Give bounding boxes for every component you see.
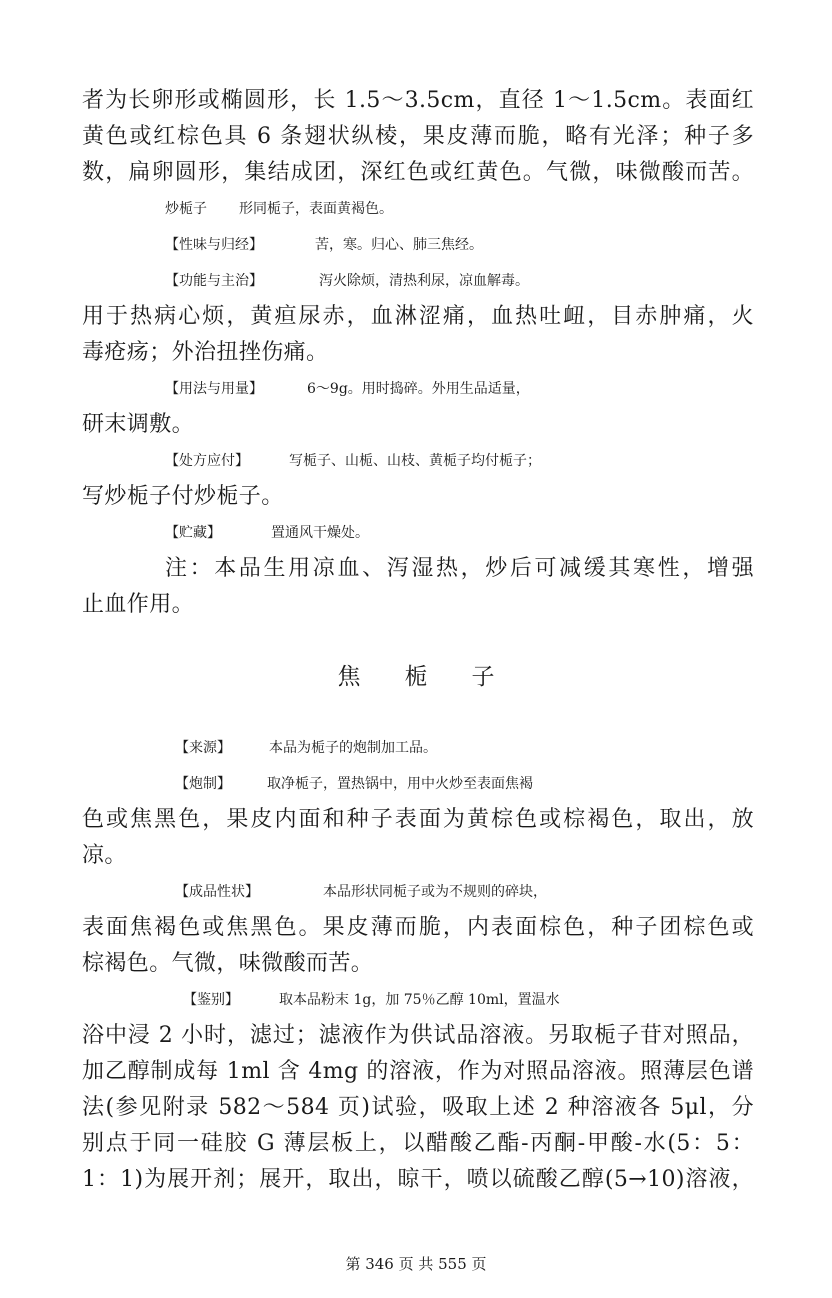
zhucang-text: 置通风干燥处。 bbox=[271, 525, 369, 541]
laiyuan-paragraph bbox=[175, 733, 832, 763]
body-line: 棕褐色。气微，味微酸而苦。 bbox=[82, 951, 374, 976]
body-line: 凉。 bbox=[82, 843, 127, 868]
jianbie-label: 【鉴别】 bbox=[183, 992, 239, 1008]
chengpin-label: 【成品性状】 bbox=[175, 884, 259, 900]
paozhi-paragraph bbox=[175, 769, 832, 799]
xingwei-label: 【性味与归经】 bbox=[165, 237, 263, 253]
yongfa-paragraph bbox=[165, 374, 832, 404]
chao-paragraph bbox=[165, 194, 832, 224]
note-line: 注：本品生用凉血、泻湿热，炒后可减缓其寒性，增强 bbox=[165, 556, 754, 581]
body-line: 数，扁卵圆形，集结成团，深红色或红黄色。气微，味微酸而苦。 bbox=[82, 160, 754, 185]
xingwei-paragraph bbox=[165, 230, 832, 260]
body-line: 加乙醇制成每 1ml 含 4mg 的溶液，作为对照品溶液。照薄层色谱 bbox=[82, 1059, 754, 1084]
page-footer: 第 346 页 共 555 页 bbox=[345, 1255, 487, 1273]
section-title-char: 栀 bbox=[404, 664, 428, 690]
body-line: 研末调敷。 bbox=[82, 412, 195, 437]
gongneng-paragraph bbox=[165, 266, 832, 296]
chengpin-text: 本品形状同栀子或为不规则的碎块， bbox=[323, 884, 547, 900]
yongfa-text: 6～9g。用时捣碎。外用生品适量， bbox=[307, 381, 530, 397]
section-title-char: 子 bbox=[471, 664, 495, 690]
zhucang-paragraph bbox=[165, 518, 832, 548]
chao-label: 炒栀子 bbox=[165, 201, 207, 217]
body-line: 黄色或红棕色具 6 条翅状纵棱，果皮薄而脆，略有光泽；种子多 bbox=[82, 124, 754, 149]
gongneng-label: 【功能与主治】 bbox=[165, 273, 263, 289]
zhucang-label: 【贮藏】 bbox=[165, 525, 221, 541]
laiyuan-text: 本品为栀子的炮制加工品。 bbox=[269, 740, 437, 756]
gongneng-text: 泻火除烦，清热利尿，凉血解毒。 bbox=[319, 273, 529, 289]
xingwei-text: 苦，寒。归心、肺三焦经。 bbox=[315, 237, 483, 253]
laiyuan-label: 【来源】 bbox=[175, 740, 231, 756]
chufang-paragraph bbox=[165, 446, 832, 476]
paozhi-label: 【炮制】 bbox=[175, 776, 231, 792]
chao-text: 形同栀子，表面黄褐色。 bbox=[239, 201, 393, 217]
body-line: 写炒栀子付炒栀子。 bbox=[82, 484, 284, 509]
jianbie-paragraph bbox=[183, 985, 832, 1015]
body-line: 毒疮疡；外治扭挫伤痛。 bbox=[82, 340, 329, 365]
paozhi-text: 取净栀子，置热锅中，用中火炒至表面焦褐 bbox=[267, 776, 533, 792]
section-title-char: 焦 bbox=[337, 664, 361, 690]
body-line: 者为长卵形或椭圆形，长 1.5～3.5cm，直径 1～1.5cm。表面红 bbox=[82, 88, 754, 113]
yongfa-label: 【用法与用量】 bbox=[165, 381, 263, 397]
body-line: 色或焦黑色，果皮内面和种子表面为黄棕色或棕褐色，取出，放 bbox=[82, 807, 754, 832]
body-line: 别点于同一硅胶 G 薄层板上，以醋酸乙酯-丙酮-甲酸-水(5：5： bbox=[82, 1131, 754, 1156]
body-line: 表面焦褐色或焦黑色。果皮薄而脆，内表面棕色，种子团棕色或 bbox=[82, 915, 754, 940]
body-line: 止血作用。 bbox=[82, 592, 195, 617]
chufang-label: 【处方应付】 bbox=[165, 453, 249, 469]
jianbie-text: 取本品粉末 1g，加 75％乙醇 10ml，置温水 bbox=[279, 992, 560, 1008]
body-line: 法(参见附录 582～584 页)试验，吸取上述 2 种溶液各 5μl，分 bbox=[82, 1095, 754, 1120]
body-line: 用于热病心烦，黄疸尿赤，血淋涩痛，血热吐衄，目赤肿痛，火 bbox=[82, 304, 754, 329]
body-line: 1：1)为展开剂；展开，取出，晾干，喷以硫酸乙醇(5→10)溶液， bbox=[82, 1167, 754, 1192]
body-line: 浴中浸 2 小时，滤过；滤液作为供试品溶液。另取栀子苷对照品， bbox=[82, 1023, 754, 1048]
chengpin-paragraph bbox=[175, 877, 832, 907]
chufang-text: 写栀子、山栀、山枝、黄栀子均付栀子； bbox=[289, 453, 541, 469]
section-title bbox=[0, 662, 832, 692]
